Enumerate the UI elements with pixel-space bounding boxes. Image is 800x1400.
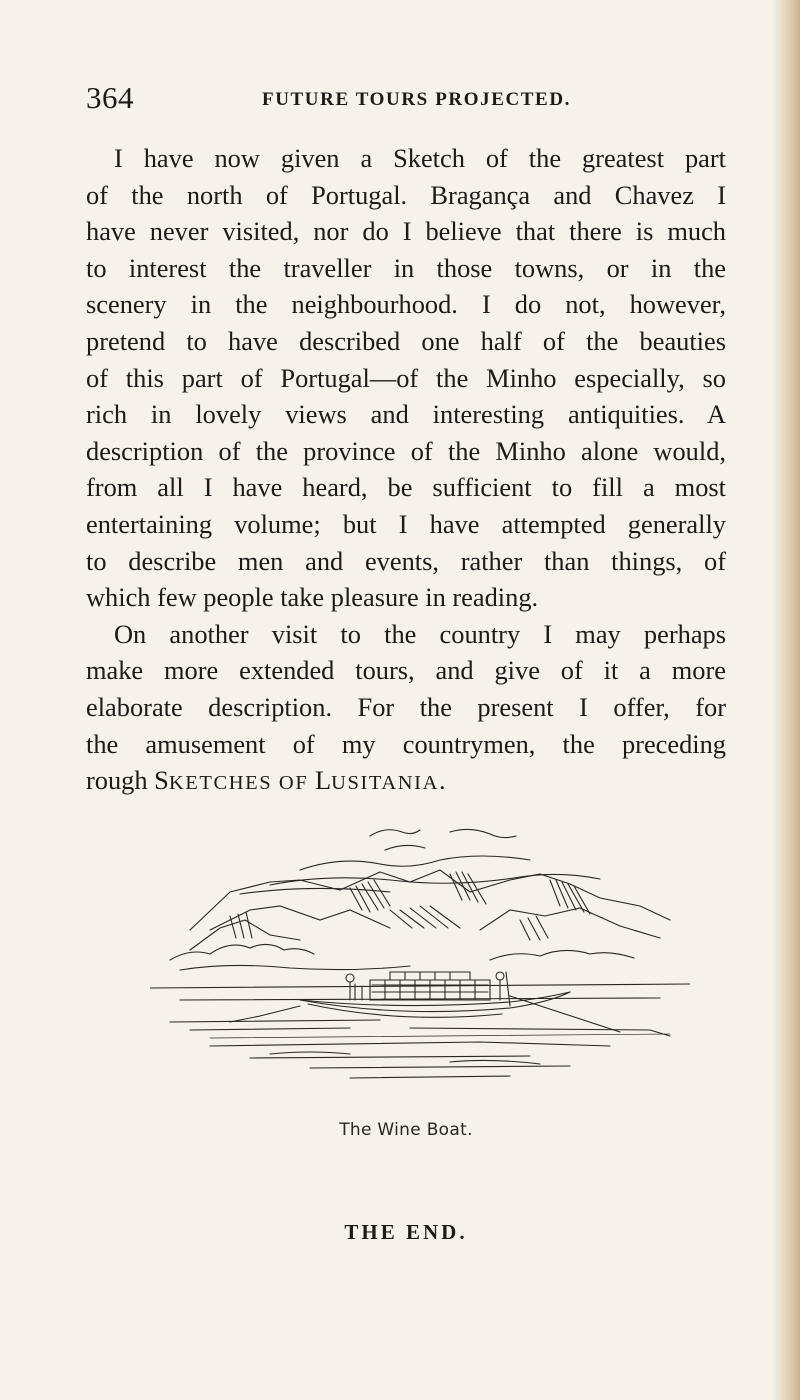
text-line: make more extended tours, and give of it a more bbox=[86, 655, 726, 686]
text-line: On another visit to the country I may perhaps bbox=[114, 618, 726, 649]
text-line: from all I have heard, be sufficient to fill a most bbox=[86, 472, 726, 503]
text-line-final bbox=[86, 762, 726, 799]
wine-boat-icon bbox=[150, 810, 690, 1110]
end-punct: . bbox=[439, 765, 446, 796]
page-header bbox=[86, 78, 726, 118]
text-line: to describe men and events, rather than things, of bbox=[86, 545, 726, 576]
text-line: to interest the traveller in those towns, or in the bbox=[86, 252, 726, 283]
text-line: rich in lovely views and interesting antiquities. A bbox=[86, 399, 726, 430]
text-line: of the north of Portugal. Bragança and Chavez I bbox=[86, 179, 726, 210]
text-line: description of the province of the Minho alone would, bbox=[86, 435, 726, 466]
smallcaps-initial: S bbox=[154, 765, 169, 796]
running-head: FUTURE TOURS PROJECTED. bbox=[262, 89, 572, 110]
text-line: have never visited, nor do I believe that there is much bbox=[86, 216, 726, 247]
smallcaps-initial: L bbox=[314, 765, 332, 796]
text-line: the amusement of my countrymen, the preceding bbox=[86, 728, 726, 759]
smallcaps-rest: KETCHES bbox=[168, 772, 273, 795]
last-line-prefix: rough bbox=[86, 765, 155, 796]
text-line: I have now given a Sketch of the greatest part bbox=[114, 143, 726, 173]
page-edge-shadow bbox=[772, 0, 778, 1400]
body-text bbox=[86, 140, 726, 799]
text-line: of this part of Portugal—of the Minho especially, so bbox=[86, 362, 726, 393]
text-line: scenery in the neighbourhood. I do not, however, bbox=[86, 289, 726, 320]
text-line: pretend to have described one half of the beauties bbox=[86, 325, 726, 356]
page-number: 364 bbox=[86, 80, 134, 115]
text-line: which few people take pleasure in reading. bbox=[86, 582, 539, 613]
text-line: elaborate description. For the present I offer, for bbox=[86, 691, 726, 722]
text-line: entertaining volume; but I have attempted generally bbox=[86, 508, 726, 539]
wine-boat-illustration bbox=[150, 810, 690, 1110]
smallcaps-rest: USITANIA bbox=[331, 772, 440, 795]
page-edge bbox=[778, 0, 800, 1400]
the-end: THE END. bbox=[344, 1220, 468, 1244]
smallcaps-of: OF bbox=[278, 772, 309, 795]
figure-caption: The Wine Boat. bbox=[339, 1120, 473, 1140]
